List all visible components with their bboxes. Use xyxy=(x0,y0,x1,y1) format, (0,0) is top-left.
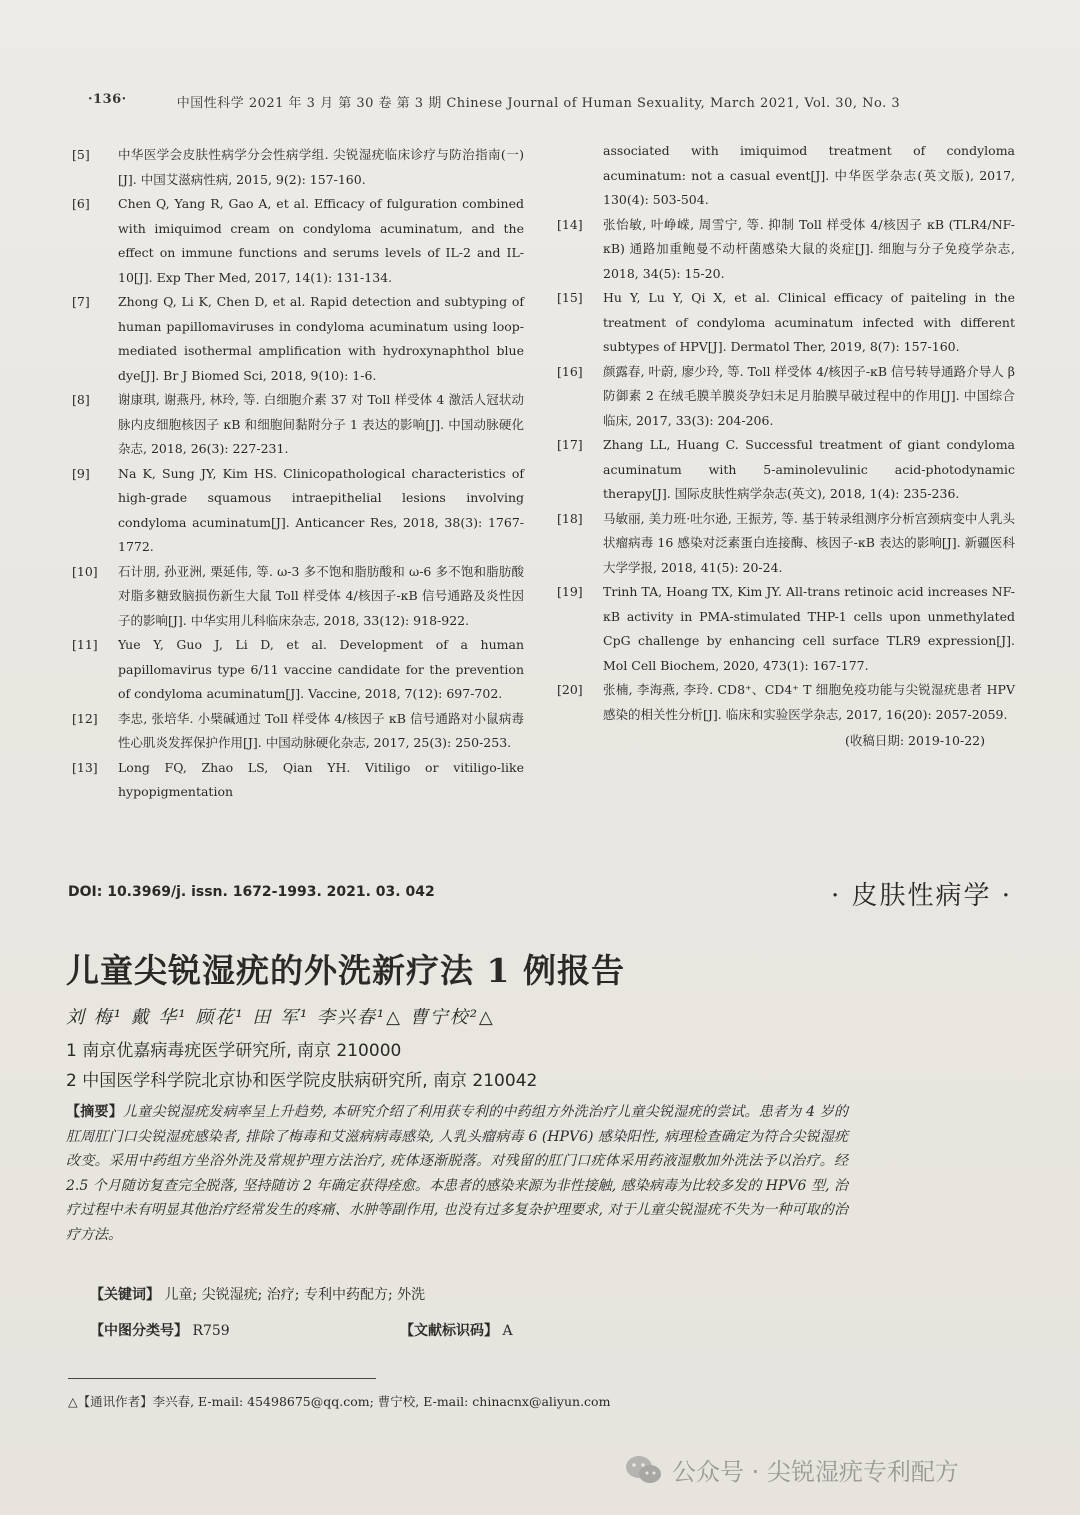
classification-value: R759 xyxy=(192,1323,230,1339)
footnote-divider xyxy=(68,1378,376,1379)
wechat-icon xyxy=(624,1454,664,1486)
section-label: · 皮肤性病学 · xyxy=(830,881,1012,911)
reference-item: [15] Hu Y, Lu Y, Qi X, et al. Clinical efficacy of paiteling in the treatment of condyloma acuminatum infected with different subtypes of HPV[J]. Dermatol Ther, 2019, 8(7): 157-160. xyxy=(557,290,1015,354)
document-code-label: 【文献标识码】 xyxy=(400,1323,498,1339)
reference-item: [13] Long FQ, Zhao LS, Qian YH. Vitiligo or vitiligo-like hypopigmentation xyxy=(72,759,524,799)
reference-item: [14] 张怡敏, 叶峥嵘, 周雪宁, 等. 抑制 Toll 样受体 4/核因子 κB (TLR4/NF-κB) 通路加重鲍曼不动杆菌感染大鼠的炎症[J]. 细胞与分子免疫学杂志, 2018, 34(5): 15-20. xyxy=(557,216,1015,281)
reference-item: [19] Trinh TA, Hoang TX, Kim JY. All-trans retinoic acid increases NF-κB activity in PMA-stimulated THP-1 cells upon unmethylated CpG challenge by enhancing cell surface TLR9 expression[J]. Mol Cell Biochem, 2020, 473(1): 167-177. xyxy=(557,584,1015,673)
reference-item: [5] 中华医学会皮肤性病学分会性病学组. 尖锐湿疣临床诊疗与防治指南(一)[J]. 中国艾滋病性病, 2015, 9(2): 157-160. xyxy=(72,147,524,187)
references-left-column xyxy=(72,143,524,805)
doi-line: DOI: 10.3969/j. issn. 1672-1993. 2021. 03. 042 xyxy=(68,884,435,900)
affiliation-2: 2 中国医学科学院北京协和医学院皮肤病研究所, 南京 210042 xyxy=(66,1071,538,1091)
reference-item: [16] 颜露春, 叶蔚, 廖少玲, 等. Toll 样受体 4/核因子-κB 信号转导通路介导人 β 防御素 2 在绒毛膜羊膜炎孕妇未足月胎膜早破过程中的作用[J]. 中国综合临床, 2017, 33(3): 204-206. xyxy=(557,363,1015,428)
reference-item: [9] Na K, Sung JY, Kim HS. Clinicopathological characteristics of high-grade squamous intraepithelial lesions involving condyloma acuminatum[J]. Anticancer Res, 2018, 38(3): 1767-1772. xyxy=(72,465,524,554)
author-list: 刘 梅¹ 戴 华¹ 顾花¹ 田 军¹ 李兴春¹△ 曹宁校²△ xyxy=(66,1007,495,1028)
reference-item: [18] 马敏丽, 美力班·吐尔逊, 王振芳, 等. 基于转录组测序分析宫颈病变中人乳头状瘤病毒 16 感染对泛素蛋白连接酶、核因子-κB 表达的影响[J]. 新疆医科大学学报, 2018, 41(5): 20-24. xyxy=(557,510,1015,575)
reference-item: [20] 张楠, 李海燕, 李玲. CD8⁺、CD4⁺ T 细胞免疫功能与尖锐湿疣患者 HPV 感染的相关性分析[J]. 临床和实验医学杂志, 2017, 16(20): 2057-2059. xyxy=(557,682,1015,722)
reference-continuation: associated with imiquimod treatment of condyloma acuminatum: not a casual event[J]. 中华医学杂志(英文版), 2017, 130(4): 503-504. xyxy=(603,143,1015,207)
affiliation-1: 1 南京优嘉病毒疣医学研究所, 南京 210000 xyxy=(66,1041,402,1061)
keywords xyxy=(90,1284,425,1304)
reference-item: [12] 李忠, 张培华. 小檗碱通过 Toll 样受体 4/核因子 κB 信号通路对小鼠病毒性心肌炎发挥保护作用[J]. 中国动脉硬化杂志, 2017, 25(3): 250-253. xyxy=(72,710,524,750)
watermark xyxy=(624,1452,959,1487)
reference-item: [8] 谢康琪, 谢燕丹, 林玲, 等. 白细胞介素 37 对 Toll 样受体 4 激活人冠状动脉内皮细胞核因子 κB 和细胞间黏附分子 1 表达的影响[J]. 中国动脉硬化杂志, 2018, 26(3): 227-231. xyxy=(72,392,524,456)
classification-label: 【中图分类号】 xyxy=(90,1323,188,1339)
abstract xyxy=(66,1100,848,1247)
running-head-text: 中国性科学 2021 年 3 月 第 30 卷 第 3 期 Chinese Journal of Human Sexuality, March 2021, Vol. 30, No. 3 xyxy=(176,96,901,111)
received-date: (收稿日期: 2019-10-22) xyxy=(844,733,985,748)
classification-number xyxy=(90,1320,230,1340)
document-code xyxy=(400,1320,513,1340)
running-header xyxy=(88,92,940,111)
keywords-label: 【关键词】 xyxy=(90,1287,160,1303)
references-right-column xyxy=(557,139,1015,754)
abstract-text: 儿童尖锐湿疣发病率呈上升趋势, 本研究介绍了利用获专利的中药组方外洗治疗儿童尖锐湿疣的尝试。患者为 4 岁的肛周肛门口尖锐湿疣感染者, 排除了梅毒和艾滋病病毒感染, 人乳头瘤病毒 6 (HPV6) 感染阳性, 病理检查确定为符合尖锐湿疣改变。采用中药组方坐浴外洗及常规护理方法治疗, 疣体逐渐脱落。对残留的肛门口疣体采用药液湿敷加外洗法予以治疗。经 2.5 个月随访复查完全脱落, 坚持随访 2 年确定获得痊愈。本患者的感染来源为非性接触, 感染病毒为比较多发的 HPV6 型, 治疗过程中未有明显其他治疗经常发生的疼痛、水肿等副作用, 也没有过多复杂护理要求, 对于儿童尖锐湿疣不失为一种可取的治疗方法。 xyxy=(66,1104,848,1243)
page-number: ·136· xyxy=(88,92,127,107)
abstract-label: 【摘要】 xyxy=(66,1104,123,1120)
reference-item: [7] Zhong Q, Li K, Chen D, et al. Rapid detection and subtyping of human papillomaviruses in condyloma acuminatum using loop-mediated isothermal amplification with hydroxynaphthol blue dye[J]. Br J Biomed Sci, 2018, 9(10): 1-6. xyxy=(72,294,524,383)
corresponding-author-footnote: △【通讯作者】李兴春, E-mail: 45498675@qq.com; 曹宁校, E-mail: chinacnx@aliyun.com xyxy=(68,1394,611,1409)
document-code-value: A xyxy=(502,1323,513,1339)
article-title: 儿童尖锐湿疣的外洗新疗法 1 例报告 xyxy=(66,951,625,990)
reference-item: [17] Zhang LL, Huang C. Successful treatment of giant condyloma acuminatum with 5-aminolevulinic acid-photodynamic therapy[J]. 国际皮肤性病学杂志(英文), 2018, 1(4): 235-236. xyxy=(557,437,1015,501)
reference-item: [6] Chen Q, Yang R, Gao A, et al. Efficacy of fulguration combined with imiquimod cream on condyloma acuminatum, and the effect on immune functions and serums levels of IL-2 and IL-10[J]. Exp Ther Med, 2017, 14(1): 131-134. xyxy=(72,196,524,285)
reference-item: [11] Yue Y, Guo J, Li D, et al. Development of a human papillomavirus type 6/11 vaccine candidate for the prevention of condyloma acuminatum[J]. Vaccine, 2018, 7(12): 697-702. xyxy=(72,637,524,701)
reference-item: [10] 石计朋, 孙亚洲, 栗延伟, 等. ω-3 多不饱和脂肪酸和 ω-6 多不饱和脂肪酸对脂多糖致脑损伤新生大鼠 Toll 样受体 4/核因子-κB 信号通路及炎性因子的影响[J]. 中华实用儿科临床杂志, 2018, 33(12): 918-922. xyxy=(72,563,524,628)
watermark-text: 公众号 · 尖锐湿疣专利配方 xyxy=(672,1458,959,1486)
keywords-text: 儿童; 尖锐湿疣; 治疗; 专利中药配方; 外洗 xyxy=(164,1287,426,1303)
